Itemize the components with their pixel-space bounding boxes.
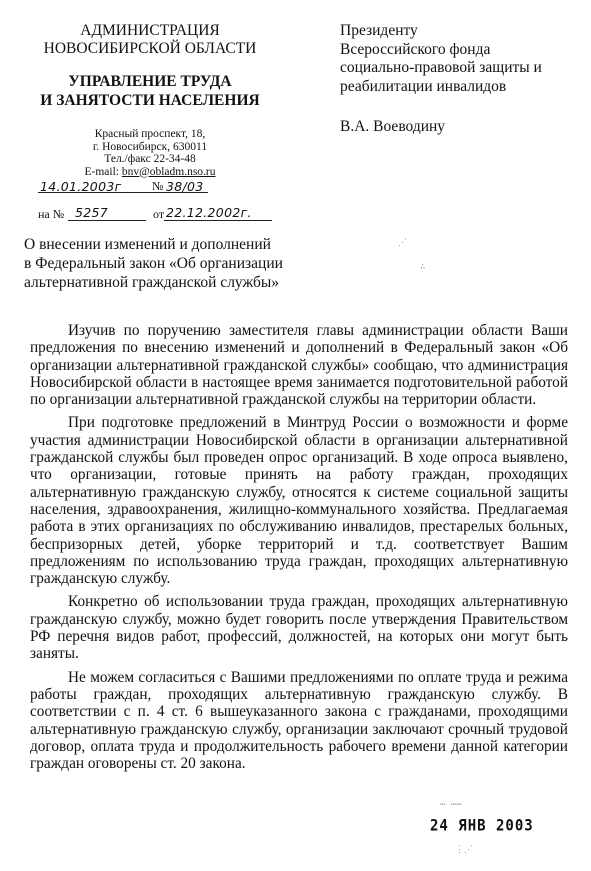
subject-line3: альтернативной гражданской службы» <box>24 274 280 291</box>
address-street: Красный проспект, 18, <box>94 128 206 140</box>
email-label: E-mail: <box>84 165 119 178</box>
address-phone: Тел./факс 22-34-48 <box>104 153 196 165</box>
agency-name-line1: АДМИНИСТРАЦИЯ <box>80 22 220 39</box>
subject-line1: О внесении изменений и дополнений <box>24 236 271 253</box>
in-reply-from-label: от <box>153 207 165 221</box>
in-reply-number: 5257 <box>75 205 109 220</box>
agency-name-line2: НОВОСИБИРСКОЙ ОБЛАСТИ <box>43 40 257 57</box>
in-reply-number-underline <box>68 220 146 221</box>
address-city: г. Новосибирск, 630011 <box>92 140 208 153</box>
addressee-block <box>340 22 580 137</box>
addressee-name: В.А. Воеводину <box>340 118 446 135</box>
in-reply-date-underline <box>164 220 272 221</box>
letter-body <box>30 322 568 778</box>
received-stamp-date: 24 ЯНВ 2003 <box>430 816 534 836</box>
body-paragraph-2: При подготовке предложений в Минтруд России о возможности и форме участия администрации Новосибирской области в организации альтернативной гражданской службы был проведен опрос организаций. В ходе опроса выявлено, что организации, готовые принять на работу граждан, проходящих альтернативную гражданскую службу, относятся к системе социальной защиты населения, здравоохранения, жилищно-коммунального хозяйства. Предлагаемая работа в этих организациях по обслуживанию инвалидов, престарелых больных, беспризорных детей, уборке территорий и т.д. соответствует Вашим предложениям по использованию труда граждан, проходящих альтернативную гражданскую службу. <box>30 414 568 588</box>
subject-line2: в Федеральный закон «Об организации <box>24 255 283 272</box>
scan-speckle: ⋯ ⋯⋯ <box>440 800 462 810</box>
subject-block <box>24 235 324 292</box>
addressee-line1: Президенту <box>340 22 418 39</box>
outgoing-date: 14.01.2003г <box>40 179 122 194</box>
outgoing-number-label: № <box>152 179 164 193</box>
sender-block <box>0 22 300 178</box>
body-paragraph-1: Изучив по поручению заместителя главы администрации области Ваши предложения по внесению изменений и дополнений в Федеральный закон «Об организации альтернативной гражданской службы» сообщаю, что администрация Новосибирской области в настоящее время занимается подготовительной работой по организации альтернативной гражданской службы на территории области. <box>30 322 568 409</box>
outgoing-number: 38/03 <box>166 179 204 194</box>
addressee-line3: социально-правовой защиты и <box>340 59 542 76</box>
body-paragraph-4: Не можем согласиться с Вашими предложениями по оплате труда и режима работы граждан, проходящих альтернативную гражданскую службу. В соответствии с п. 4 ст. 6 вышеуказанного закона с гражданами, проходящими альтернативную гражданскую службу, организации заключают срочный трудовой договор, оплата труда и продолжительность рабочего времени данной категории граждан оговорены ст. 20 закона. <box>30 668 568 773</box>
addressee-line4: реабилитации инвалидов <box>340 77 507 95</box>
department-name-line2: И ЗАНЯТОСТИ НАСЕЛЕНИЯ <box>40 92 260 109</box>
addressee-line2: Всероссийского фонда <box>340 40 491 58</box>
scan-speckle: ∴ <box>420 262 426 272</box>
body-paragraph-3: Конкретно об использовании труда граждан, проходящих альтернативную гражданскую службу, можно будет говорить после утверждения Правительством РФ перечня видов работ, профессий, должностей, на которых они могут быть заняты. <box>30 593 568 663</box>
address-email <box>0 166 300 179</box>
scan-speckle: ⋰ <box>398 238 407 248</box>
sender-address <box>0 128 300 178</box>
department-name-line1: УПРАВЛЕНИЕ ТРУДА <box>68 73 232 90</box>
in-reply-label: на № <box>38 207 65 221</box>
scan-speckle: ⋮⋰ <box>455 845 473 855</box>
email-link[interactable]: bnv@obladm.nso.ru <box>121 165 216 178</box>
outgoing-underline <box>38 192 208 193</box>
in-reply-date: 22.12.2002г. <box>166 205 252 220</box>
